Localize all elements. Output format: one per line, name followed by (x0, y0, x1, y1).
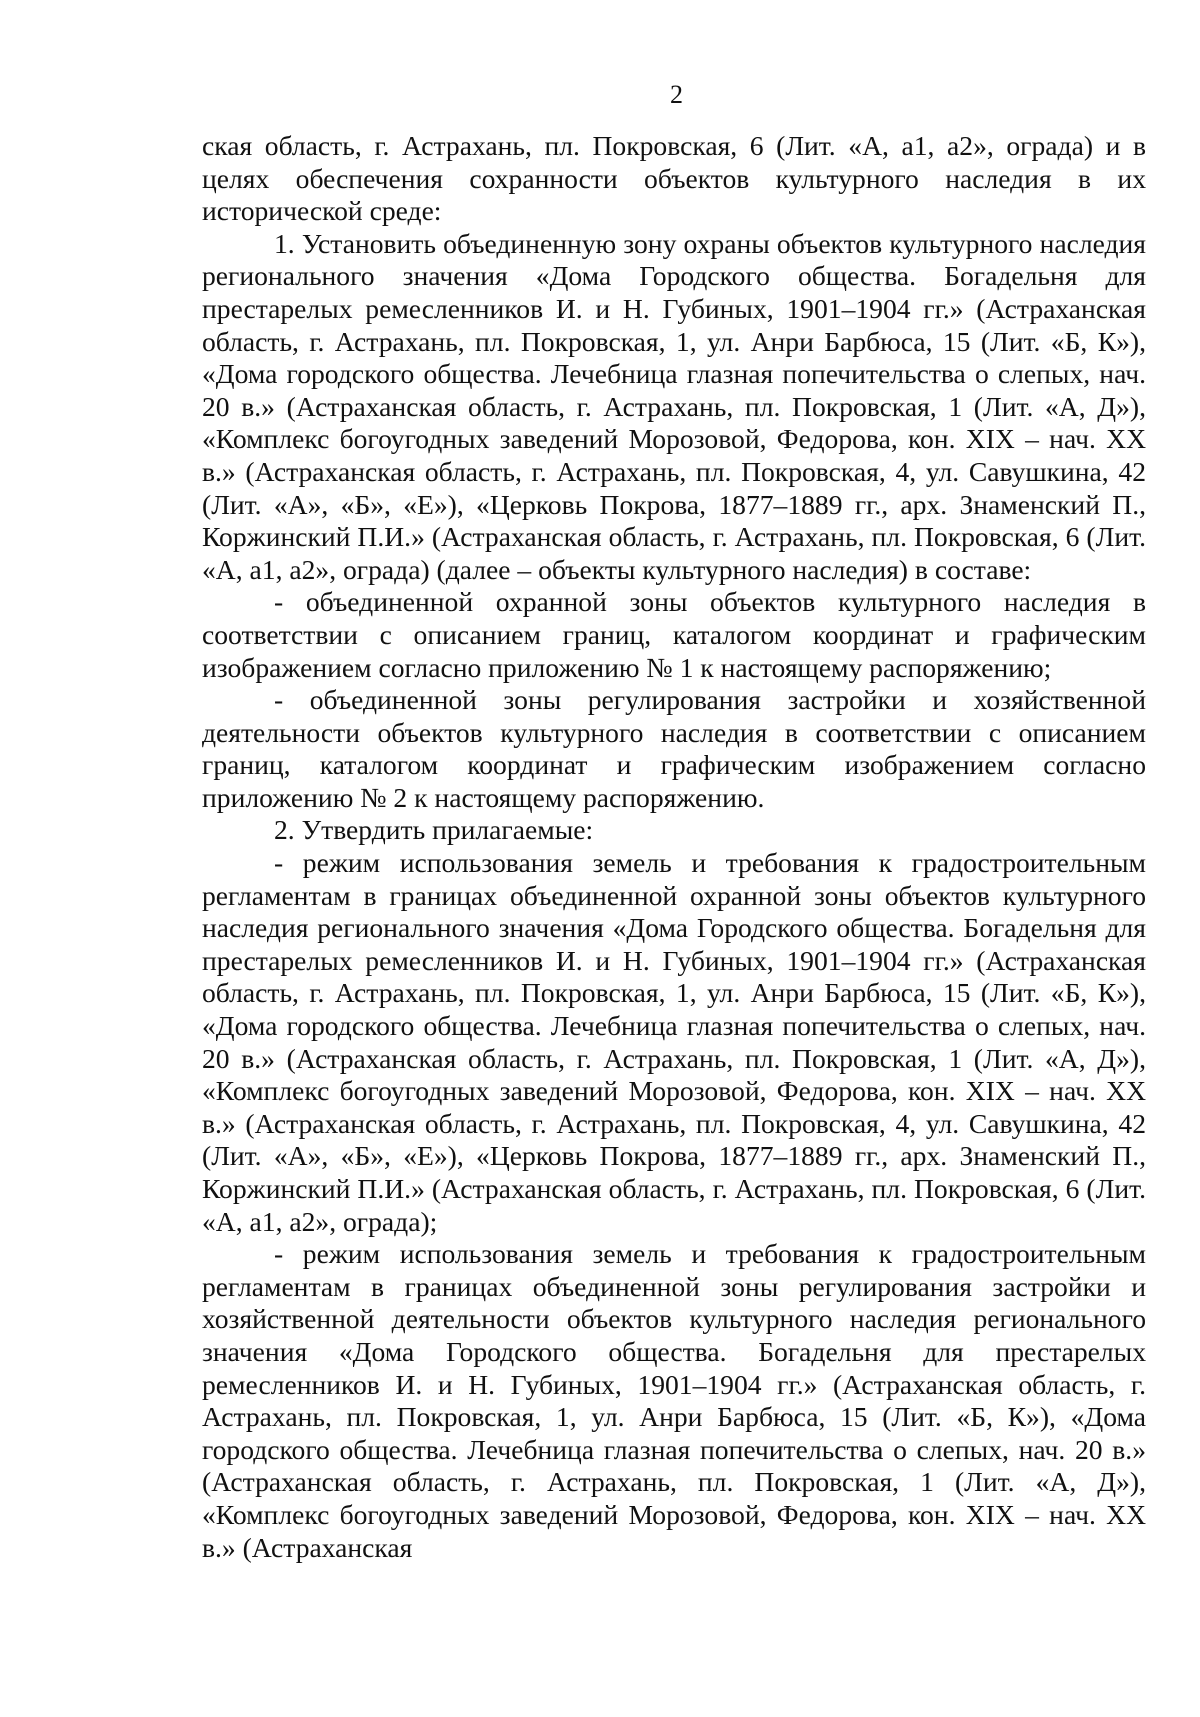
page-number-text: 2 (670, 80, 683, 109)
paragraph-subitem-protection-zone: - объединенной охранной зоны объектов культурного наследия в соответствии с описанием границ, каталогом координат и графическим изображением согласно приложению № 1 к настоящему распоряжению; (202, 586, 1146, 683)
paragraph-item-1: 1. Установить объединенную зону охраны объектов культурного наследия регионального значения «Дома Городского общества. Богадельня для престарелых ремесленников И. и Н. Губиных, 1901–1904 гг.» (Астраханская область, г. Астрахань, пл. Покровская, 1, ул. Анри Барбюса, 15 (Лит. «Б, К»), «Дома городского общества. Лечебница глазная попечительства о слепых, нач. 20 в.» (Астраханская область, г. Астрахань, пл. Покровская, 1 (Лит. «А, Д»), «Комплекс богоугодных заведений Морозовой, Федорова, кон. XIX – нач. XX в.» (Астраханская область, г. Астрахань, пл. Покровская, 4, ул. Савушкина, 42 (Лит. «А», «Б», «Е»), «Церковь Покрова, 1877–1889 гг., арх. Знаменский П., Коржинский П.И.» (Астраханская область, г. Астрахань, пл. Покровская, 6 (Лит. «А, а1, а2», ограда) (далее – объекты культурного наследия) в составе: (202, 227, 1146, 585)
paragraph-subitem-protection-regime: - режим использования земель и требования к градостроительным регламентам в границах объединенной охранной зоны объектов культурного наследия регионального значения «Дома Городского общества. Богадельня для престарелых ремесленников И. и Н. Губиных, 1901–1904 гг.» (Астраханская область, г. Астрахань, пл. Покровская, 1, ул. Анри Барбюса, 15 (Лит. «Б, К»), «Дома городского общества. Лечебница глазная попечительства о слепых, нач. 20 в.» (Астраханская область, г. Астрахань, пл. Покровская, 1 (Лит. «А, Д»), «Комплекс богоугодных заведений Морозовой, Федорова, кон. XIX – нач. XX в.» (Астраханская область, г. Астрахань, пл. Покровская, 4, ул. Савушкина, 42 (Лит. «А», «Б», «Е»), «Церковь Покрова, 1877–1889 гг., арх. Знаменский П., Коржинский П.И.» (Астраханская область, г. Астрахань, пл. Покровская, 6 (Лит. «А, а1, а2», ограда); (202, 847, 1146, 1237)
paragraph-item-2: 2. Утвердить прилагаемые: (274, 814, 594, 846)
paragraph-subitem-regulation-regime: - режим использования земель и требования к градостроительным регламентам в границах объединенной зоны регулирования застройки и хозяйственной деятельности объектов культурного наследия регионального значения «Дома Городского общества. Богадельня для престарелых ремесленников И. и Н. Губиных, 1901–1904 гг.» (Астраханская область, г. Астрахань, пл. Покровская, 1, ул. Анри Барбюса, 15 (Лит. «Б, К»), «Дома городского общества. Лечебница глазная попечительства о слепых, нач. 20 в.» (Астраханская область, г. Астрахань, пл. Покровская, 1 (Лит. «А, Д»), «Комплекс богоугодных заведений Морозовой, Федорова, кон. XIX – нач. XX в.» (Астраханская (202, 1238, 1146, 1563)
paragraph-subitem-regulation-zone: - объединенной зоны регулирования застройки и хозяйственной деятельности объектов культурного наследия в соответствии с описанием границ, каталогом координат и графическим изображением согласно приложению № 2 к настоящему распоряжению. (202, 684, 1146, 813)
document-body (202, 130, 1146, 1564)
paragraph-continuation: ская область, г. Астрахань, пл. Покровская, 6 (Лит. «А, а1, а2», ограда) и в целях обеспечения сохранности объектов культурного наследия в их исторической среде: (202, 130, 1146, 227)
